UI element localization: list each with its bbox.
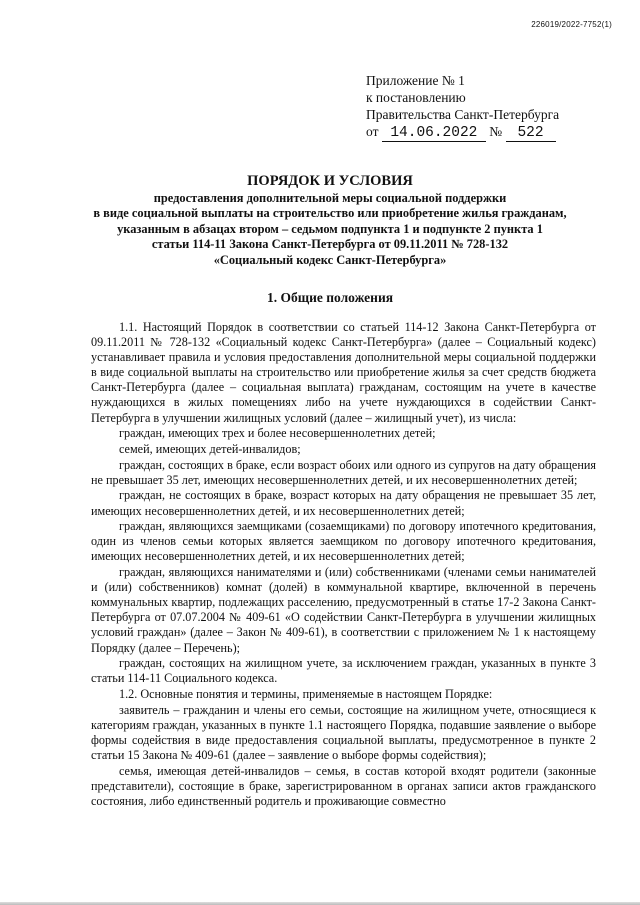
from-label: от xyxy=(366,124,379,139)
section-body xyxy=(91,320,596,810)
appendix-line-3: Правительства Санкт-Петербурга xyxy=(366,107,560,122)
decree-number: 522 xyxy=(506,126,556,142)
paragraph: граждан, имеющих трех и более несовершеннолетних детей; xyxy=(119,426,436,441)
paragraph: граждан, не состоящих в браке, возраст которых на дату обращения не превышает 35 лет, имеющих несовершеннолетних детей, и их несовершеннолетних детей; xyxy=(91,488,596,518)
title-line: в виде социальной выплаты на строительство или приобретение жилья гражданам, xyxy=(93,206,567,221)
appendix-date-line xyxy=(366,123,559,142)
section-heading: 1. Общие положения xyxy=(266,290,394,305)
title-line: статьи 114-11 Закона Санкт-Петербурга от 09.11.2011 № 728-132 xyxy=(151,237,509,252)
title-main: ПОРЯДОК И УСЛОВИЯ xyxy=(247,173,413,189)
number-label: № xyxy=(489,124,503,139)
paragraph: граждан, являющихся заемщиками (созаемщиками) по договору ипотечного кредитования, один из членов семьи которых является заемщиком по договору ипотечного кредитования, имеющих несовершеннолетних детей, и их несовершеннолетних детей; xyxy=(91,519,596,564)
paragraph: семей, имеющих детей-инвалидов; xyxy=(119,441,301,456)
paragraph: граждан, являющихся нанимателями и (или) собственниками (членами семьи нанимателей и (или) собственников) комнат (долей) в коммунальной квартире, включенной в перечень коммунальных квартир, подлежащих расселению, предусмотренный в статье 17-2 Закона Санкт-Петербурга от 07.07.2004 № 409-61 «О содействии Санкт-Петербурга в улучшении жилищных условий граждан» (далее – Закон № 409-61), в соответствии с приложением № 1 к настоящему Порядку (далее – Перечень); xyxy=(91,565,596,655)
appendix-line-1: Приложение № 1 xyxy=(366,73,465,88)
paragraph: заявитель – гражданин и члены его семьи, состоящие на жилищном учете, относящиеся к категориям граждан, указанных в пункте 1.1 настоящего Порядка, подавшие заявление о выборе формы содействия в виде предоставления социальной выплаты, предусмотренное в пункте 2 статьи 15 Закона № 409-61 (далее – заявление о выборе формы содействия); xyxy=(91,702,596,762)
title-line: предоставления дополнительной меры социальной поддержки xyxy=(153,191,507,205)
document-title xyxy=(60,172,600,268)
title-line: указанным в абзацах втором – седьмом подпункта 1 и подпункте 2 пункта 1 xyxy=(117,221,543,236)
paragraph: граждан, состоящих на жилищном учете, за исключением граждан, указанных в пункте 3 статьи 114-11 Социального кодекса. xyxy=(91,656,596,686)
paragraph: 1.2. Основные понятия и термины, применяемые в настоящем Порядке: xyxy=(119,687,493,701)
paragraph: семья, имеющая детей-инвалидов – семья, в состав которой входят родители (законные представители), состоящие в браке, зарегистрированном в органах записи актов гражданского состояния, либо единственный родитель и проживающие совместно xyxy=(91,763,596,808)
paragraph: 1.1. Настоящий Порядок в соответствии со статьей 114-12 Закона Санкт-Петербурга от 09.11.2011 № 728-132 «Социальный кодекс Санкт-Петербурга» (далее – Социальный кодекс) устанавливает правила и условия предоставления дополнительной меры социальной поддержки в виде социальной выплаты на строительство или приобретение жилья за счет средств бюджета Санкт-Петербурга (далее – социальная выплата) гражданам, состоящим на учете в качестве нуждающихся в жилых помещениях либо на учете нуждающихся в содействии Санкт-Петербурга в улучшении жилищных условий (далее – жилищный учет), из числа: xyxy=(91,320,596,425)
decree-date: 14.06.2022 xyxy=(382,126,486,142)
appendix-block xyxy=(366,72,559,142)
appendix-line-2: к постановлению xyxy=(366,90,466,105)
title-line: «Социальный кодекс Санкт-Петербурга» xyxy=(213,252,447,267)
document-id: 226019/2022-7752(1) xyxy=(531,20,612,29)
paragraph: граждан, состоящих в браке, если возраст обоих или одного из супругов на дату обращения не превышает 35 лет, имеющих несовершеннолетних детей, и их несовершеннолетних детей; xyxy=(91,457,596,487)
